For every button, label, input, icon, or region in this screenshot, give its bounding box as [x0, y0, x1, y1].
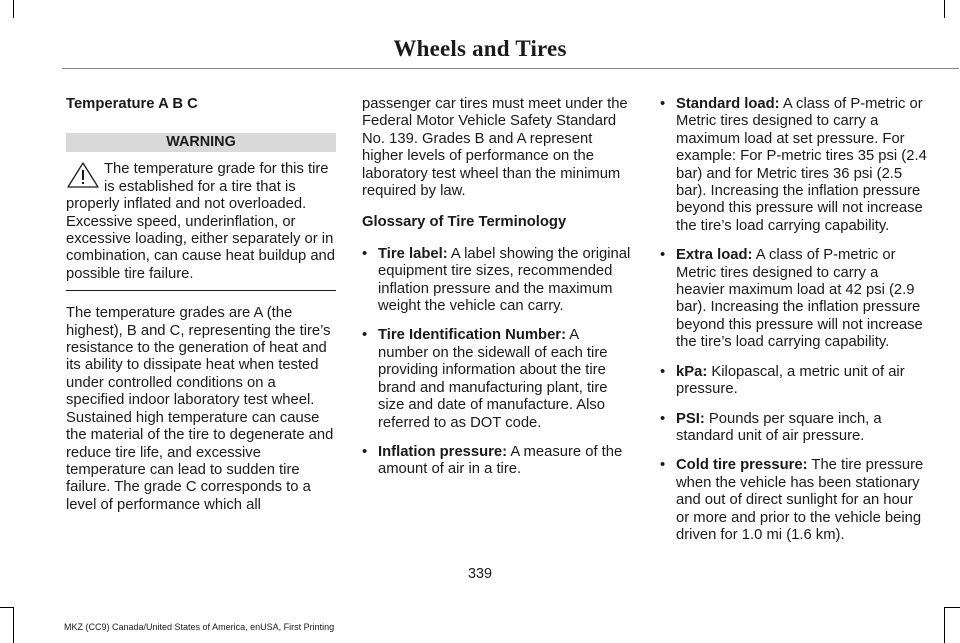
glossary-item-tire-label — [362, 246, 632, 316]
definition: A class of P-metric or Metric tires designed to carry a maximum load at set pressure. For example: For P-metric tires 35 psi (2.4 bar) and for Metric tires 36 psi (2.5 bar). Increasing the inflation pressure beyond this pressure will not increase the tire’s load carrying capability. — [676, 96, 927, 234]
glossary-item-cold-tire-pressure — [660, 457, 928, 544]
header-rule — [62, 68, 959, 69]
definition: Kilopascal, a metric unit of air pressure. — [676, 363, 905, 398]
glossary-item-extra-load — [660, 247, 928, 351]
definition: A class of P-metric or Metric tires designed to carry a heavier maximum load at 42 psi (2.9 bar). Increasing the inflation pressure beyond this pressure will not increase the tire’s load carrying capability. — [676, 247, 923, 351]
term: Extra load: — [676, 247, 753, 264]
crop-mark-top-left-v — [13, 0, 14, 18]
term: kPa: — [676, 363, 708, 380]
column-2 — [362, 96, 632, 479]
crop-mark-bottom-right-h — [944, 607, 960, 608]
crop-mark-top-right-v — [944, 0, 945, 18]
term: Inflation pressure: — [378, 443, 508, 460]
glossary-list — [362, 246, 632, 479]
glossary-heading: Glossary of Tire Terminology — [362, 214, 567, 231]
crop-mark-bottom-left-h — [0, 607, 14, 608]
term: Cold tire pressure: — [676, 457, 808, 474]
glossary-item-kpa — [660, 364, 928, 399]
definition: A measure of the amount of air in a tire. — [378, 443, 623, 478]
column-3 — [660, 96, 928, 544]
warning-triangle-icon — [66, 161, 100, 189]
definition: A number on the sidewall of each tire providing information about the tire brand and manufacturing plant, tire size and date of manufacture. Also referred to as DOT code. — [378, 327, 608, 431]
page-number: 339 — [467, 566, 492, 582]
body-paragraph: The temperature grades are A (the highest), B and C, representing the tire’s resistance to the generation of heat and its ability to dissipate heat when tested under controlled conditions on a specified indoor laboratory test wheel. Sustained high temperature can cause the material of the tire to degenerate and reduce tire life, and excessive temperature can lead to sudden tire failure. The grade C corresponds to a level of performance which all — [66, 305, 334, 513]
definition: A label showing the original equipment tire sizes, recommended inflation pressure and the maximum weight the vehicle can carry. — [378, 245, 631, 315]
glossary-item-tin — [362, 327, 632, 431]
term: Tire Identification Number: — [378, 327, 566, 344]
warning-body — [66, 161, 336, 283]
crop-mark-bottom-left-v — [13, 607, 14, 643]
body-paragraph-continued: passenger car tires must meet under the Federal Motor Vehicle Safety Standard No. 139. Grades B and A represent higher levels of performance on the laboratory test wheel than the minimum required by law. — [362, 96, 628, 200]
glossary-list-continued — [660, 96, 928, 544]
crop-mark-bottom-right-v — [944, 607, 945, 643]
glossary-item-standard-load — [660, 96, 928, 235]
section-heading: Temperature A B C — [66, 96, 198, 112]
warning-box — [66, 133, 336, 291]
term: PSI: — [676, 410, 705, 427]
definition: The tire pressure when the vehicle has been stationary and out of direct sunlight for an hour or more and prior to the vehicle being driven for 1.0 mi (1.6 km). — [676, 457, 924, 543]
term: Standard load: — [676, 96, 780, 112]
glossary-item-inflation-pressure — [362, 444, 632, 479]
definition: Pounds per square inch, a standard unit of air pressure. — [676, 410, 882, 444]
warning-text: The temperature grade for this tire is established for a tire that is properly inflated and not overloaded. Excessive speed, underinflation, or excessive loading, either separately or in combination, can cause heat buildup and possible tire failure. — [66, 161, 336, 282]
footer-text: MKZ (CC9) Canada/United States of America, enUSA, First Printing — [64, 622, 335, 632]
column-1 — [66, 96, 336, 514]
warning-rule — [66, 290, 336, 291]
page-title: Wheels and Tires — [393, 36, 567, 61]
glossary-item-psi — [660, 411, 928, 446]
term: Tire label: — [378, 245, 448, 262]
warning-label: WARNING — [66, 133, 336, 152]
